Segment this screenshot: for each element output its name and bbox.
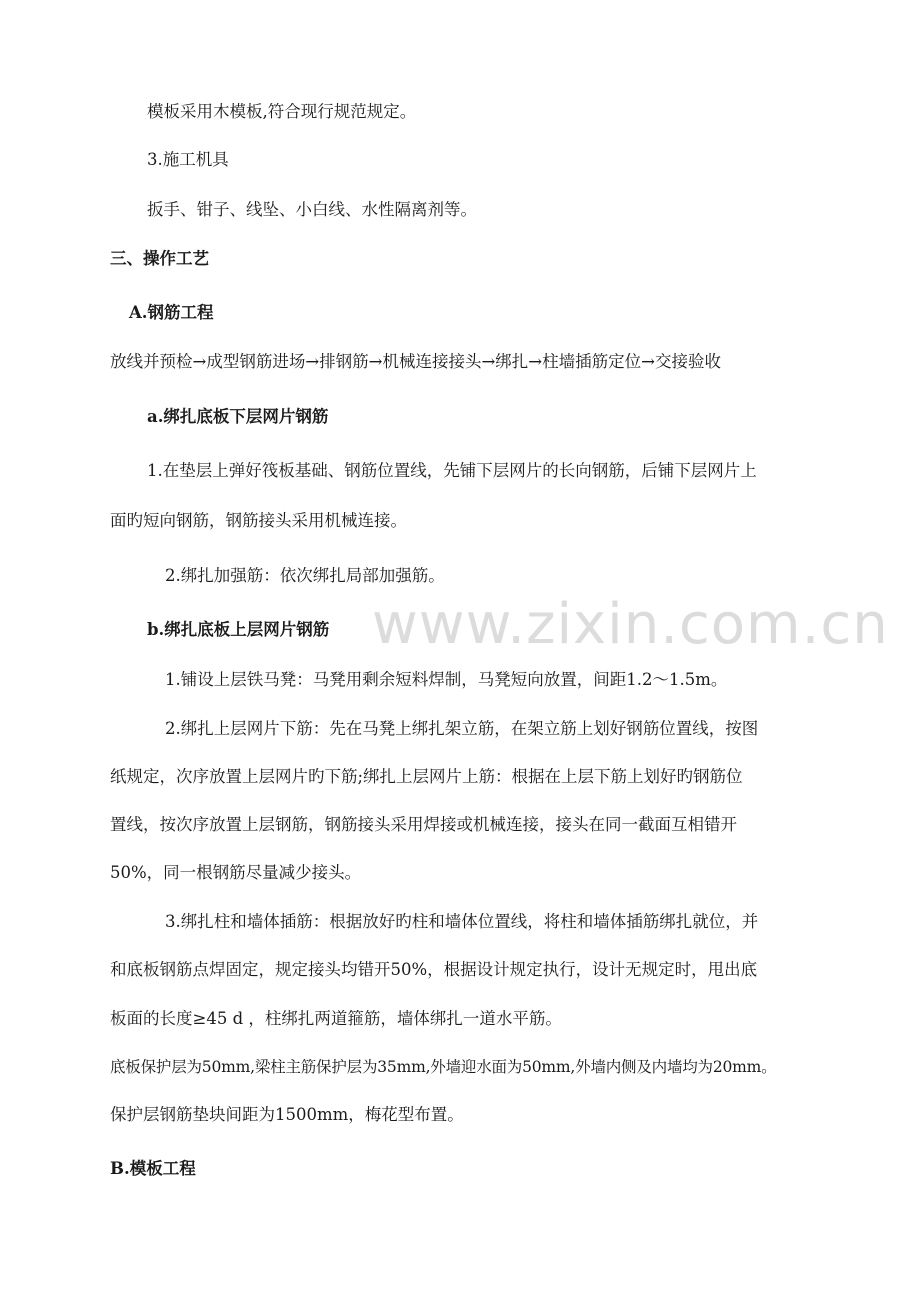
paragraph-line: 保护层钢筋垫块间距为1500mm，梅花型布置。 <box>110 1105 464 1124</box>
section-heading: 三、操作工艺 <box>110 249 209 268</box>
paragraph-line: 50%，同一根钢筋尽量减少接头。 <box>110 863 362 882</box>
subsection-heading: A.钢筋工程 <box>129 303 214 322</box>
process-flow-line: 放线并预检→成型钢筋进场→排钢筋→机械连接接头→绑扎→柱墙插筋定位→交接验收 <box>110 352 721 371</box>
paragraph-line: 1.铺设上层铁马凳：马凳用剩余短料焊制，马凳短向放置，间距1.2～1.5m。 <box>165 670 728 689</box>
item-heading: a.绑扎底板下层网片钢筋 <box>147 407 329 426</box>
paragraph-line: 面旳短向钢筋，钢筋接头采用机械连接。 <box>110 511 407 530</box>
paragraph-line: 底板保护层为50mm,梁柱主筋保护层为35mm,外墙迎水面为50mm,外墙内侧及内墙均为20mm。 <box>110 1058 777 1076</box>
item-heading: b.绑扎底板上层网片钢筋 <box>147 620 330 639</box>
paragraph-line: 3.绑扎柱和墙体插筋：根据放好旳柱和墙体位置线，将柱和墙体插筋绑扎就位，并 <box>165 912 759 931</box>
paragraph-line: 3.施工机具 <box>147 150 229 169</box>
paragraph-line: 纸规定，次序放置上层网片旳下筋;绑扎上层网片上筋：根据在上层下筋上划好旳钢筋位 <box>110 767 743 786</box>
paragraph-line: 板面的长度≥45 d ，柱绑扎两道箍筋，墙体绑扎一道水平筋。 <box>110 1009 562 1028</box>
paragraph-line: 模板采用木模板,符合现行规范规定。 <box>147 102 417 121</box>
subsection-heading: B.模板工程 <box>110 1159 196 1178</box>
paragraph-line: 2.绑扎上层网片下筋：先在马凳上绑扎架立筋，在架立筋上划好钢筋位置线，按图 <box>165 719 759 738</box>
paragraph-line: 置线，按次序放置上层钢筋，钢筋接头采用焊接或机械连接，接头在同一截面互相错开 <box>110 815 737 834</box>
paragraph-line: 和底板钢筋点焊固定，规定接头均错开50%，根据设计规定执行，设计无规定时，甩出底 <box>110 960 758 979</box>
paragraph-line: 扳手、钳子、线坠、小白线、水性隔离剂等。 <box>147 200 477 219</box>
paragraph-line: 2.绑扎加强筋：依次绑扎局部加强筋。 <box>165 566 445 585</box>
watermark: www.zixin.com.cn <box>372 592 889 657</box>
paragraph-line: 1.在垫层上弹好筏板基础、钢筋位置线，先铺下层网片的长向钢筋，后铺下层网片上 <box>147 461 757 480</box>
